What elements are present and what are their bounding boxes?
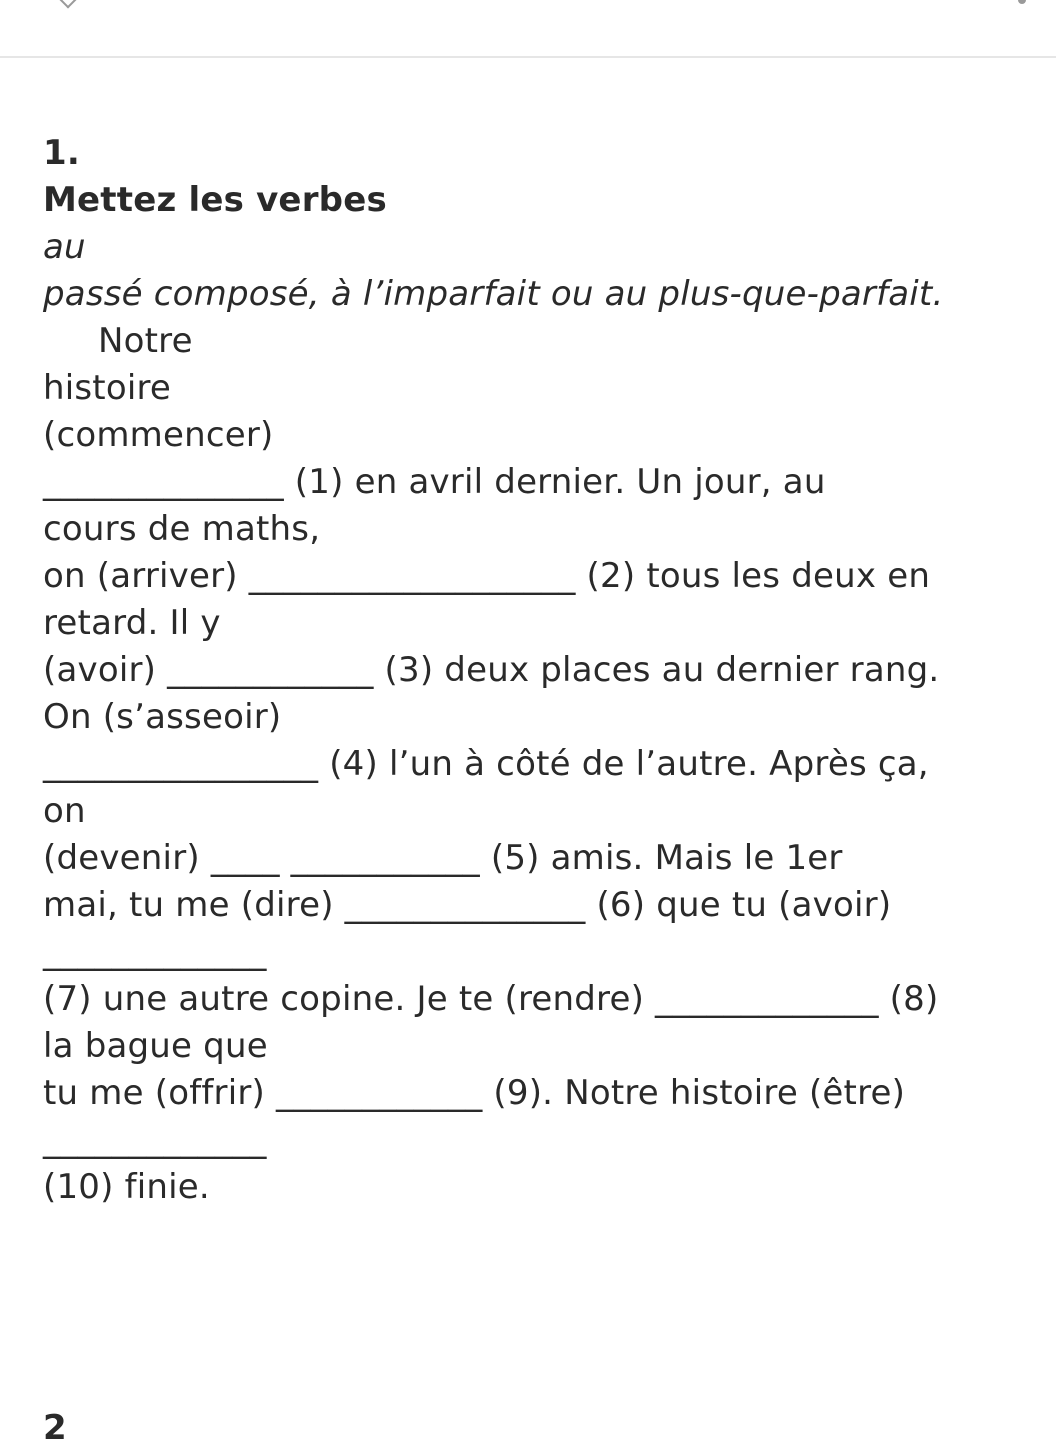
text-line: _____________ [43,932,267,972]
text-line: on (arriver) ___________________ (2) tous les deux en [43,556,931,596]
text-line: ________________ (4) l’un à côté de l’autre. Après ça, [43,744,929,784]
chevron-down-icon[interactable] [60,0,77,8]
text-line: la bague que [43,1026,268,1066]
text-line: on [43,791,86,831]
text-line: _____________ [43,1120,267,1160]
more-options-icon[interactable] [1018,0,1026,4]
exercise-content [43,130,1043,1211]
text-line: cours de maths, [43,509,321,549]
text-line: mai, tu me (dire) ______________ (6) que tu (avoir) [43,885,892,925]
text-line: On (s’asseoir) [43,697,282,737]
text-line: Notre [98,321,193,361]
text-line: (7) une autre copine. Je te (rendre) _____________ (8) [43,979,939,1019]
text-line: (commencer) [43,415,274,455]
instruction-line-1: au [43,227,86,267]
next-exercise-number: 2 [43,1408,67,1448]
top-app-bar [0,0,1056,58]
instruction-title: Mettez les verbes [43,180,387,220]
text-line: (avoir) ____________ (3) deux places au dernier rang. [43,650,940,690]
instruction-line-2: passé composé, à l’imparfait ou au plus-que-parfait. [43,274,944,314]
text-line: ______________ (1) en avril dernier. Un jour, au [43,462,826,502]
text-line: tu me (offrir) ____________ (9). Notre histoire (être) [43,1073,906,1113]
exercise-number: 1. [43,133,80,173]
text-line: retard. Il y [43,603,221,643]
text-line: (10) finie. [43,1167,210,1207]
text-line: histoire [43,368,172,408]
text-line: (devenir) ____ ___________ (5) amis. Mais le 1er [43,838,843,878]
